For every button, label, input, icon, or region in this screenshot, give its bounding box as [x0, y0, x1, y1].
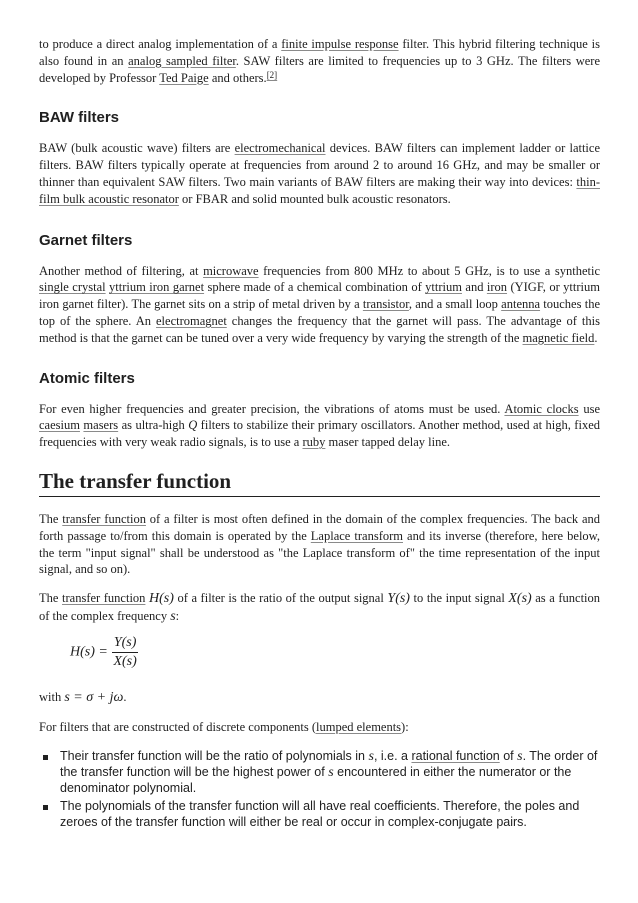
text: and its inverse (therefore, here below, the term "input signal" shall be understood as "the Laplace transform of" the time representation of the input signal, and so on). — [39, 528, 601, 577]
text: . SAW filters are limited to frequencies up to 3 GHz. The filters were developed by Professor — [39, 53, 601, 85]
text: as ultra-high — [118, 418, 189, 433]
math-s: s — [368, 749, 374, 765]
text: and others. — [208, 70, 267, 85]
link-microwave[interactable]: microwave — [203, 263, 259, 278]
link-lumped-elements[interactable]: lumped elements — [316, 719, 402, 734]
text: (YIGF, or yttrium iron garnet filter). The garnet sits on a strip of metal driven by a — [39, 280, 600, 312]
text: filters to stabilize their primary oscillators. Another method, used at high, fixed frequencies with very weak radio signals, is to use a — [39, 418, 600, 450]
link-transistor[interactable]: transistor — [362, 297, 409, 312]
intro-paragraph — [39, 36, 600, 86]
math-s-definition: s = σ + jω — [64, 689, 124, 705]
text: The — [39, 511, 63, 526]
equation-lhs: H(s) = — [70, 644, 108, 660]
text: and — [461, 280, 487, 295]
link-magnetic-field[interactable]: magnetic field — [522, 330, 595, 345]
text: The — [39, 591, 63, 606]
text: frequencies from 800 MHz to about 5 GHz, is to use a synthetic — [258, 263, 601, 278]
math-x-of-s: X(s) — [508, 591, 532, 607]
reference-link[interactable]: [2] — [266, 69, 278, 80]
text: devices. BAW filters can implement ladder or lattice filters. BAW filters typically operate at frequencies from around 2 to around 16 GHz, and may be smaller or thinner than equivalent SAW filters. Two main variants of BAW filters are making their way into devices: — [39, 141, 601, 189]
text: encountered in either the numerator or the denominator polynomial. — [60, 764, 572, 795]
transfer-paragraph-3 — [39, 719, 600, 736]
atomic-paragraph — [39, 401, 600, 451]
equation-fraction — [112, 635, 139, 670]
link-thin-film-bulk-acoustic-resonator[interactable]: thin-film bulk acoustic resonator — [39, 174, 600, 206]
text: Another method of filtering, at — [39, 263, 204, 278]
math-y-of-s: Y(s) — [387, 591, 410, 607]
text: with — [39, 689, 65, 704]
link-caesium[interactable]: caesium — [39, 418, 80, 433]
heading-transfer-function: The transfer function — [39, 469, 600, 497]
link-rational-function[interactable]: rational function — [411, 749, 500, 764]
math-s: s — [517, 749, 523, 765]
with-line — [39, 689, 600, 707]
list-item — [39, 799, 600, 830]
text: . — [594, 330, 598, 345]
link-laplace-transform[interactable]: Laplace transform — [310, 528, 403, 543]
text: ): — [401, 719, 409, 734]
q-symbol: Q — [188, 418, 198, 433]
text: changes the frequency that the garnet will pass. The advantage of this method is that the garnet can be tuned over a very wide frequency by varying the strength of the — [39, 313, 600, 345]
text: of a filter is most often defined in the domain of the complex frequencies. The back and forth passage to/from this domain is operated by the — [39, 511, 601, 543]
text: to produce a direct analog implementation of a — [39, 37, 282, 51]
heading-baw-filters: BAW filters — [39, 109, 120, 127]
math-h-of-s: H(s) — [149, 591, 174, 607]
link-transfer-function[interactable]: transfer function — [62, 511, 146, 526]
text: touches the top of the sphere. An — [39, 297, 600, 328]
equation-numerator: Y(s) — [112, 635, 139, 653]
text: For even higher frequencies and greater precision, the vibrations of atoms must be used. — [39, 401, 505, 416]
link-single-crystal[interactable]: single crystal — [39, 280, 106, 295]
text: or FBAR and solid mounted bulk acoustic resonators. — [178, 191, 451, 206]
list-item — [39, 749, 600, 796]
link-antenna[interactable]: antenna — [501, 297, 541, 312]
text: . — [123, 689, 127, 704]
text: BAW (bulk acoustic wave) filters are — [39, 141, 235, 156]
text: maser tapped delay line. — [325, 435, 450, 450]
text: For filters that are constructed of discrete components ( — [39, 719, 316, 734]
text: filter. This hybrid filtering technique is also found in an — [39, 37, 600, 68]
bullet-icon — [43, 805, 48, 810]
link-yttrium[interactable]: yttrium — [425, 280, 462, 295]
bullet-list — [39, 749, 600, 830]
text: to the input signal — [409, 591, 509, 606]
garnet-paragraph — [39, 263, 600, 347]
link-ted-paige[interactable]: Ted Paige — [159, 70, 209, 85]
link-iron[interactable]: iron — [486, 280, 508, 295]
bullet-icon — [43, 755, 48, 760]
heading-garnet-filters: Garnet filters — [39, 231, 133, 249]
text: Their transfer function will be the ratio of polynomials in — [60, 749, 369, 764]
link-finite-impulse-response[interactable]: finite impulse response — [281, 37, 399, 51]
text: The polynomials of the transfer function will all have real coefficients. Therefore, the poles and zeroes of the transfer function will either be real or occur in complex-conjugate pairs. — [60, 799, 580, 829]
link-electromagnet[interactable]: electromagnet — [156, 313, 227, 328]
text: of a filter is the ratio of the output signal — [173, 591, 388, 606]
text: as a function of the complex frequency — [39, 591, 601, 623]
text: , and a small loop — [408, 297, 502, 312]
text: , i.e. a — [373, 749, 412, 764]
link-atomic-clocks[interactable]: Atomic clocks — [504, 401, 579, 416]
link-masers[interactable]: masers — [83, 418, 119, 433]
transfer-equation — [39, 635, 600, 681]
transfer-paragraph-1 — [39, 511, 600, 578]
link-transfer-function[interactable]: transfer function — [62, 591, 146, 606]
text: . The order of the transfer function will be the highest power of — [60, 749, 598, 779]
transfer-paragraph-2 — [39, 590, 600, 626]
text: : — [175, 608, 180, 623]
text: use — [578, 401, 600, 416]
link-ruby[interactable]: ruby — [302, 435, 326, 450]
text: sphere made of a chemical combination of — [204, 280, 426, 295]
heading-atomic-filters: Atomic filters — [39, 369, 135, 387]
text: of — [499, 749, 518, 764]
link-analog-sampled-filter[interactable]: analog sampled filter — [128, 53, 236, 68]
math-s: s — [170, 608, 176, 624]
link-yttrium-iron-garnet[interactable]: yttrium iron garnet — [109, 280, 205, 295]
equation-denominator: X(s) — [113, 653, 137, 669]
baw-paragraph — [39, 140, 600, 207]
link-electromechanical[interactable]: electromechanical — [234, 141, 326, 156]
math-s: s — [328, 764, 334, 780]
article-page — [39, 36, 600, 830]
